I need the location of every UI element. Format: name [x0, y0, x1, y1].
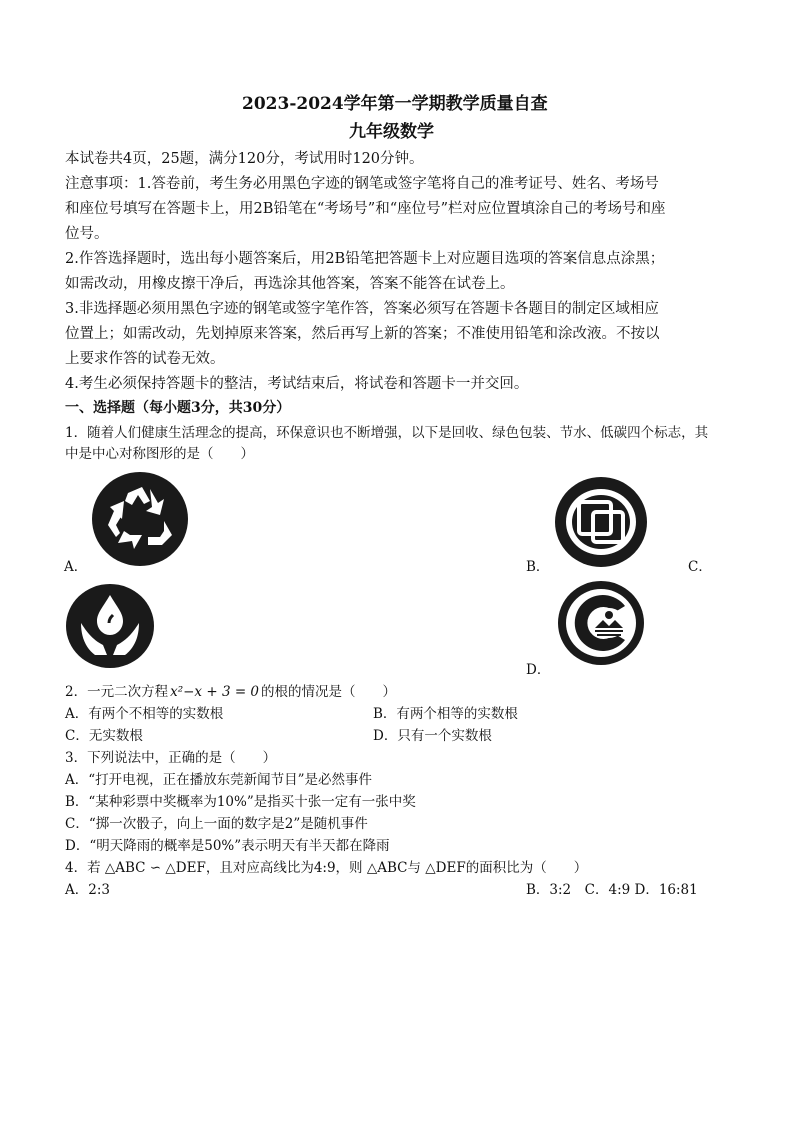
question-2-option-b: B．有两个相等的实数根: [373, 706, 518, 722]
option-label-c: C．: [688, 559, 712, 575]
question-2-option-d: D．只有一个实数根: [373, 728, 492, 744]
question-2-option-a: A．有两个不相等的实数根: [65, 706, 224, 722]
water-saving-icon: [65, 583, 155, 669]
section-heading: 一、选择题（每小题3分，共30分）: [65, 400, 291, 416]
question-2-equation: x²−x + 3 = 0: [170, 684, 260, 700]
green-packaging-icon: [553, 476, 649, 568]
question-4-stem: 4．若 △ABC ∽ △DEF，且对应高线比为4:9，则 △ABC与 △DEF的面积比为（ ）: [65, 860, 588, 876]
low-carbon-icon: [557, 580, 645, 666]
instruction-line: 如需改动，用橡皮擦干净后，再选涂其他答案，答案不能答在试卷上。: [65, 276, 515, 292]
question-1-stem: 中是中心对称图形的是（ ）: [65, 446, 254, 462]
recycle-icon: [90, 471, 190, 567]
instruction-line: 4.考生必须保持答题卡的整洁，考试结束后，将试卷和答题卡一并交回。: [65, 376, 529, 392]
question-3-option-a: A．“打开电视，正在播放东莞新闻节目”是必然事件: [65, 772, 373, 788]
exam-title: 2023-2024学年第一学期教学质量自查: [242, 94, 548, 114]
question-3-option-d: D．“明天降雨的概率是50%”表示明天有半天都在降雨: [65, 838, 390, 854]
question-3-stem: 3．下列说法中，正确的是（ ）: [65, 750, 277, 766]
instruction-line: 3.非选择题必须用黑色字迹的钢笔或签字笔作答，答案必须写在答题卡各题目的制定区域相应: [65, 301, 659, 317]
instruction-line: 2.作答选择题时，选出每小题答案后，用2B铅笔把答题卡上对应题目选项的答案信息点涂黑；: [65, 251, 665, 267]
question-2-stem: [65, 680, 396, 700]
instruction-line: 位号。: [65, 226, 109, 242]
instruction-line: 上要求作答的试卷无效。: [65, 351, 225, 367]
instruction-line: 位置上；如需改动，先划掉原来答案，然后再写上新的答案；不准使用铅笔和涂改液。不按以: [65, 326, 660, 342]
question-2-prefix: 2．一元二次方程: [65, 684, 169, 700]
instruction-line: 和座位号填写在答题卡上，用2B铅笔在“考场号”和“座位号”栏对应位置填涂自己的考场号和座: [65, 201, 666, 217]
question-4-options-bcd: B．3:2 C．4:9 D．16:81: [526, 882, 698, 898]
option-label-b: B．: [526, 559, 550, 575]
question-2-option-c: C．无实数根: [65, 728, 143, 744]
question-1-stem: 1．随着人们健康生活理念的提高，环保意识也不断增强，以下是回收、绿色包装、节水、低碳四个标志，其: [65, 425, 709, 441]
option-label-d: D．: [526, 662, 551, 678]
option-label-a: A．: [64, 559, 88, 575]
instruction-line: 注意事项：1.答卷前，考生务必用黑色字迹的钢笔或签字笔将自己的准考证号、姓名、考场号: [65, 176, 659, 192]
question-4-option-a: A．2:3: [65, 882, 110, 898]
instruction-line: 本试卷共4页，25题，满分120分，考试用时120分钟。: [65, 151, 424, 167]
question-3-option-b: B．“某种彩票中奖概率为10%”是指买十张一定有一张中奖: [65, 794, 416, 810]
exam-subtitle: 九年级数学: [349, 122, 434, 142]
question-3-option-c: C．“掷一次骰子，向上一面的数字是2”是随机事件: [65, 816, 368, 832]
question-2-suffix: 的根的情况是（ ）: [261, 684, 397, 700]
